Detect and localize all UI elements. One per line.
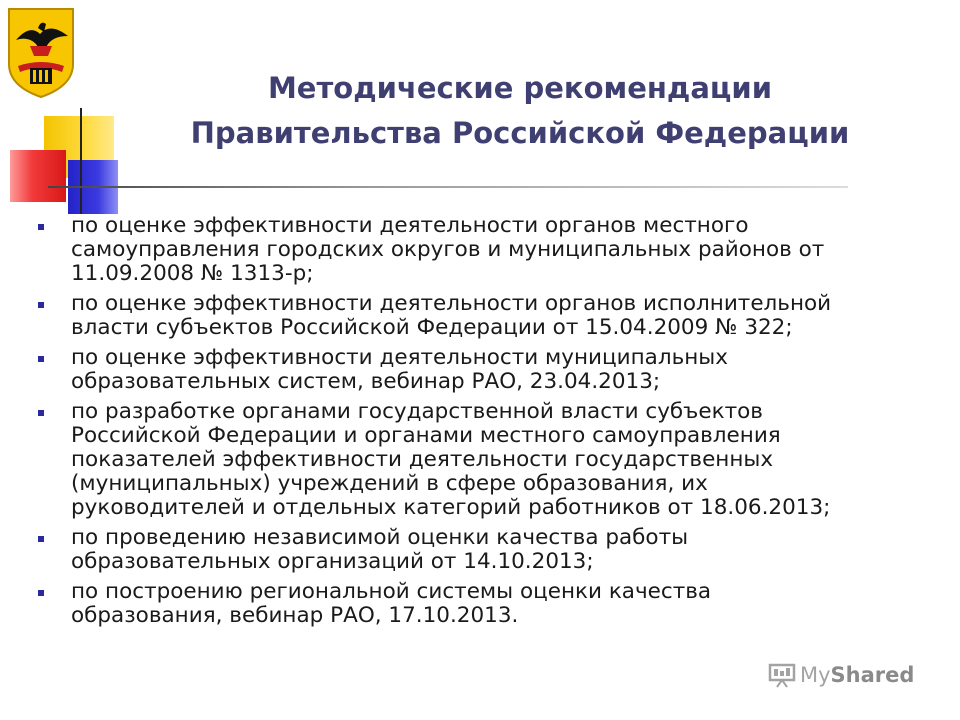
list-item (34, 346, 914, 394)
item-line: по проведению независимой оценки качества работы (71, 525, 689, 550)
bullet-icon (38, 410, 44, 416)
decor-vertical-line (80, 108, 82, 214)
bullet-icon (38, 536, 44, 542)
recommendations-list (34, 214, 914, 634)
item-line: по оценке эффективности деятельности органов исполнительной (71, 291, 832, 316)
item-line: руководителей и отдельных категорий работников от 18.06.2013; (71, 495, 831, 520)
item-line: 11.09.2008 № 1313-р; (71, 261, 314, 286)
watermark-text (800, 663, 914, 687)
list-item (34, 526, 914, 574)
title-line-2: Правительства Российской Федерации (190, 116, 850, 150)
item-line: (муниципальных) учреждений в сфере образования, их (71, 471, 708, 496)
item-line: образовательных систем, вебинар РАО, 23.04.2013; (71, 369, 661, 394)
decor-red-block (10, 150, 66, 202)
item-line: Российской Федерации и органами местного самоуправления (71, 423, 781, 448)
list-item (34, 292, 914, 340)
title-line-1: Методические рекомендации (267, 71, 773, 105)
title-underline (48, 186, 848, 188)
presentation-icon (768, 662, 796, 688)
watermark-brand-first: My (800, 663, 831, 687)
bullet-icon (38, 356, 44, 362)
list-item (34, 400, 914, 520)
bullet-icon (38, 302, 44, 308)
watermark-brand-second: Shared (830, 663, 915, 687)
item-line: образования, вебинар РАО, 17.10.2013. (71, 603, 519, 628)
coat-of-arms-icon (6, 6, 76, 100)
item-line: самоуправления городских округов и муниципальных районов от (71, 237, 825, 262)
item-line: по разработке органами государственной власти субъектов (71, 399, 763, 424)
item-line: образовательных организаций от 14.10.2013; (71, 549, 594, 574)
item-line: власти субъектов Российской Федерации от 15.04.2009 № 322; (71, 315, 793, 340)
item-line: показателей эффективности деятельности государственных (71, 447, 774, 472)
list-item (34, 580, 914, 628)
myshared-watermark (768, 660, 928, 690)
item-line: по оценке эффективности деятельности органов местного (71, 213, 749, 238)
bullet-icon (38, 590, 44, 596)
slide-title (130, 66, 910, 156)
item-line: по оценке эффективности деятельности муниципальных (71, 345, 729, 370)
list-item (34, 214, 914, 286)
item-line: по построению региональной системы оценки качества (71, 579, 712, 604)
bullet-icon (38, 224, 44, 230)
